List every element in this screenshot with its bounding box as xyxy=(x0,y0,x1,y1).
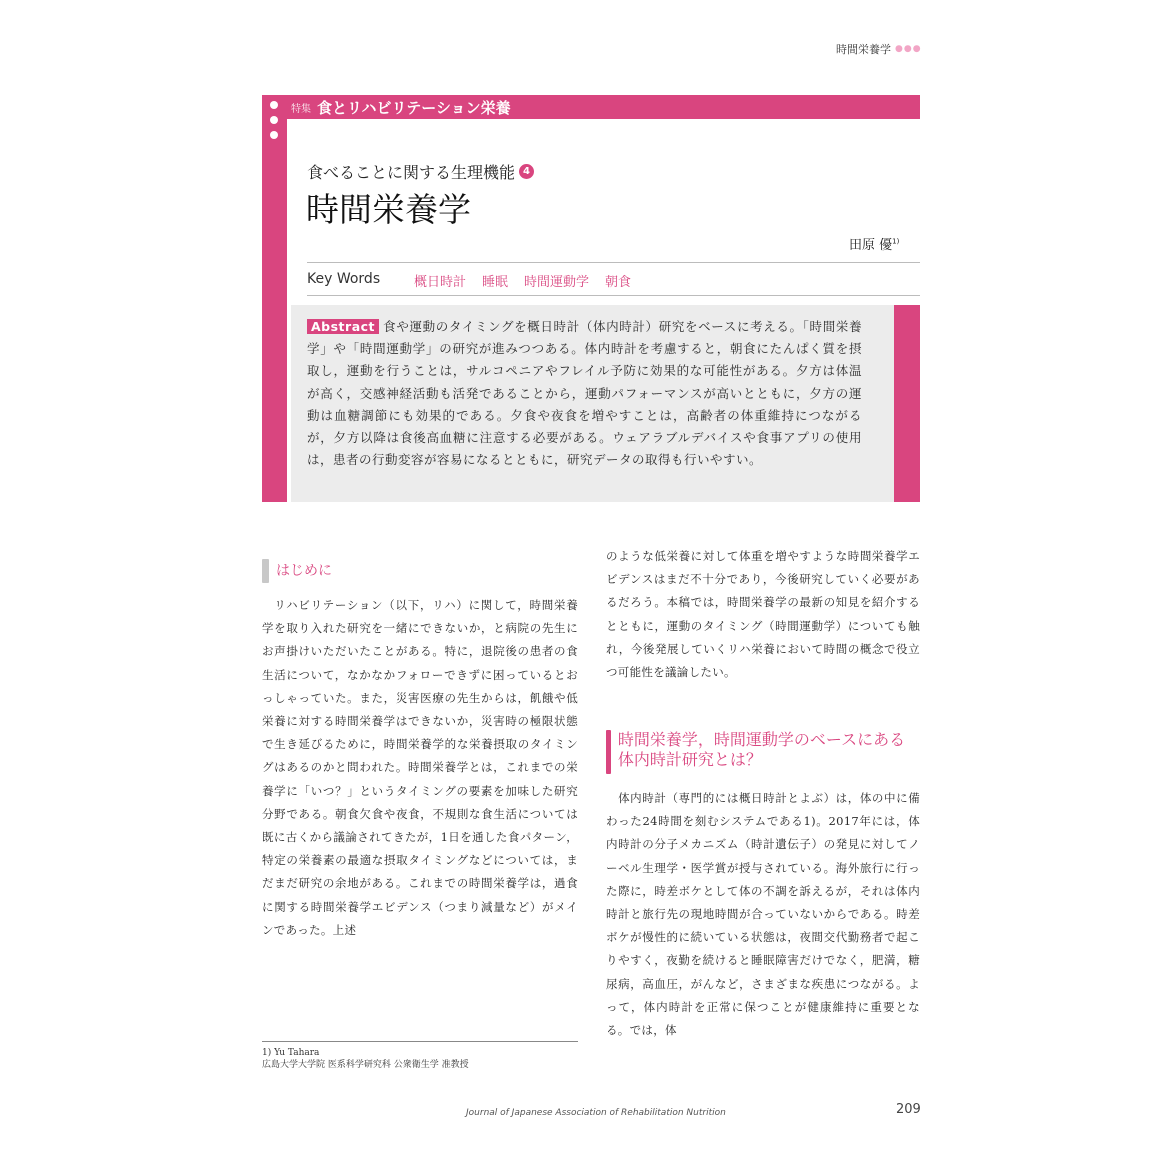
series-number-badge: 4 xyxy=(519,164,534,179)
section-intro-heading xyxy=(262,559,332,583)
decorative-dot xyxy=(270,131,278,139)
keyword: 時間運動学 xyxy=(524,275,590,290)
divider xyxy=(307,295,920,296)
continued-paragraph: のような低栄養に対して体重を増やすような時間栄養学エビデンスはまだ不十分であり，今後研究していく必要があるだろう。本稿では，時間栄養学の最新の知見を紹介するとともに，運動のタイミング（時間運動学）についても触れ，今後発展していくリハ栄養において時間の概念で役立つ可能性を議論したい。 xyxy=(606,549,920,680)
footnote-line: 1) Yu Tahara xyxy=(262,1048,320,1058)
keywords-list xyxy=(414,271,631,290)
keyword: 概日時計 xyxy=(414,275,467,290)
page-number: 209 xyxy=(896,1102,921,1117)
header-dots-decoration: ●●● xyxy=(895,44,922,54)
footnote xyxy=(262,1047,469,1071)
keyword: 睡眠 xyxy=(482,275,509,290)
abstract-label: Abstract xyxy=(307,319,379,334)
feature-side-bar xyxy=(262,95,287,502)
abstract-side-bar xyxy=(894,305,920,502)
article-title: 時間栄養学 xyxy=(306,190,471,229)
section-2-heading xyxy=(606,730,920,774)
keyword: 朝食 xyxy=(605,275,632,290)
decorative-dot xyxy=(270,116,278,124)
series-title: 食べることに関する生理機能 xyxy=(307,163,516,182)
footnote-rule xyxy=(262,1041,578,1042)
section-title: はじめに xyxy=(276,563,332,579)
footnote-affiliation: 広島大学大学院 医系科学研究科 公衆衛生学 准教授 xyxy=(262,1060,469,1070)
feature-label: 特集 xyxy=(291,104,311,115)
intro-paragraph: リハビリテーション（以下，リハ）に関して，時間栄養学を取り入れた研究を一緒にできないか，と病院の先生にお声掛けいただいたことがある。特に，退院後の患者の食生活について，なかなかフォローできずに困っているとおっしゃっていた。また，災害医療の先生からは，飢餓や低栄養に対する時間栄養学はできないか，災害時の極限状態で生き延びるために，時間栄養学的な栄養摂取のタイミングはあるのかと問われた。時間栄養学とは，これまでの栄養学に「いつ？」というタイミングの要素を加味した研究分野である。朝食欠食や夜食，不規則な食生活については既に古くから議論されてきたが，1日を通した食パターン，特定の栄養素の最適な摂取タイミングなどについては，まだまだ研究の余地がある。これまでの時間栄養学は，過食に関する時間栄養学エビデンス（つまり減量など）がメインであった。上述 xyxy=(262,598,578,937)
running-header xyxy=(836,41,922,57)
section-title: 時間栄養学，時間運動学のベースにある体内時計研究とは？ xyxy=(617,730,906,769)
author xyxy=(849,234,899,253)
section-marker xyxy=(262,559,269,583)
decorative-dot xyxy=(270,101,278,109)
author-note: 1) xyxy=(892,237,900,246)
abstract-text: 食や運動のタイミングを概日時計（体内時計）研究をベースに考える。「時間栄養学」や「時間運動学」の研究が進みつつある。体内時計を考慮すると，朝食にたんぱく質を摂取し，運動を行うことは，サルコペニアやフレイル予防に効果的な可能性がある。夕方は体温が高く，交感神経活動も活発であることから，運動パフォーマンスが高いとともに，夕方の運動は血糖調節にも効果的である。夕食や夜食を増やすことは，高齢者の体重維持につながるが，夕方以降は食後高血糖に注意する必要がある。ウェアラブルデバイスや食事アプリの使用は，患者の行動変容が容易になるとともに，研究データの取得も行いやすい。 xyxy=(307,319,862,468)
author-name: 田原 優 xyxy=(849,238,893,253)
feature-title: 食とリハビリテーション栄養 xyxy=(317,99,511,117)
abstract xyxy=(307,316,862,471)
article-series xyxy=(307,160,534,183)
keywords-label: Key Words xyxy=(307,271,381,287)
running-title: 時間栄養学 xyxy=(836,43,891,56)
journal-name: Journal of Japanese Association of Rehabilitation Nutrition xyxy=(466,1108,726,1118)
section-2-paragraph: 体内時計（専門的には概日時計とよぶ）は，体の中に備わった24時間を刻むシステムである1)。2017年には，体内時計の分子メカニズム（時計遺伝子）の発見に対してノーベル生理学・医学賞が授与されている。海外旅行に行った際に，時差ボケとして体の不調を訴えるが，それは体内時計と旅行先の現地時間が合っていないからである。時差ボケが慢性的に続いている状態は，夜間交代勤務者で起こりやすく，夜勤を続けると睡眠障害だけでなく，肥満，糖尿病，高血圧，がんなど，さまざまな疾患につながる。よって，体内時計を正常に保つことが健康維持に重要となる。では，体 xyxy=(606,791,920,1038)
divider xyxy=(307,262,920,263)
feature-heading xyxy=(291,97,511,118)
section-marker xyxy=(606,730,611,774)
